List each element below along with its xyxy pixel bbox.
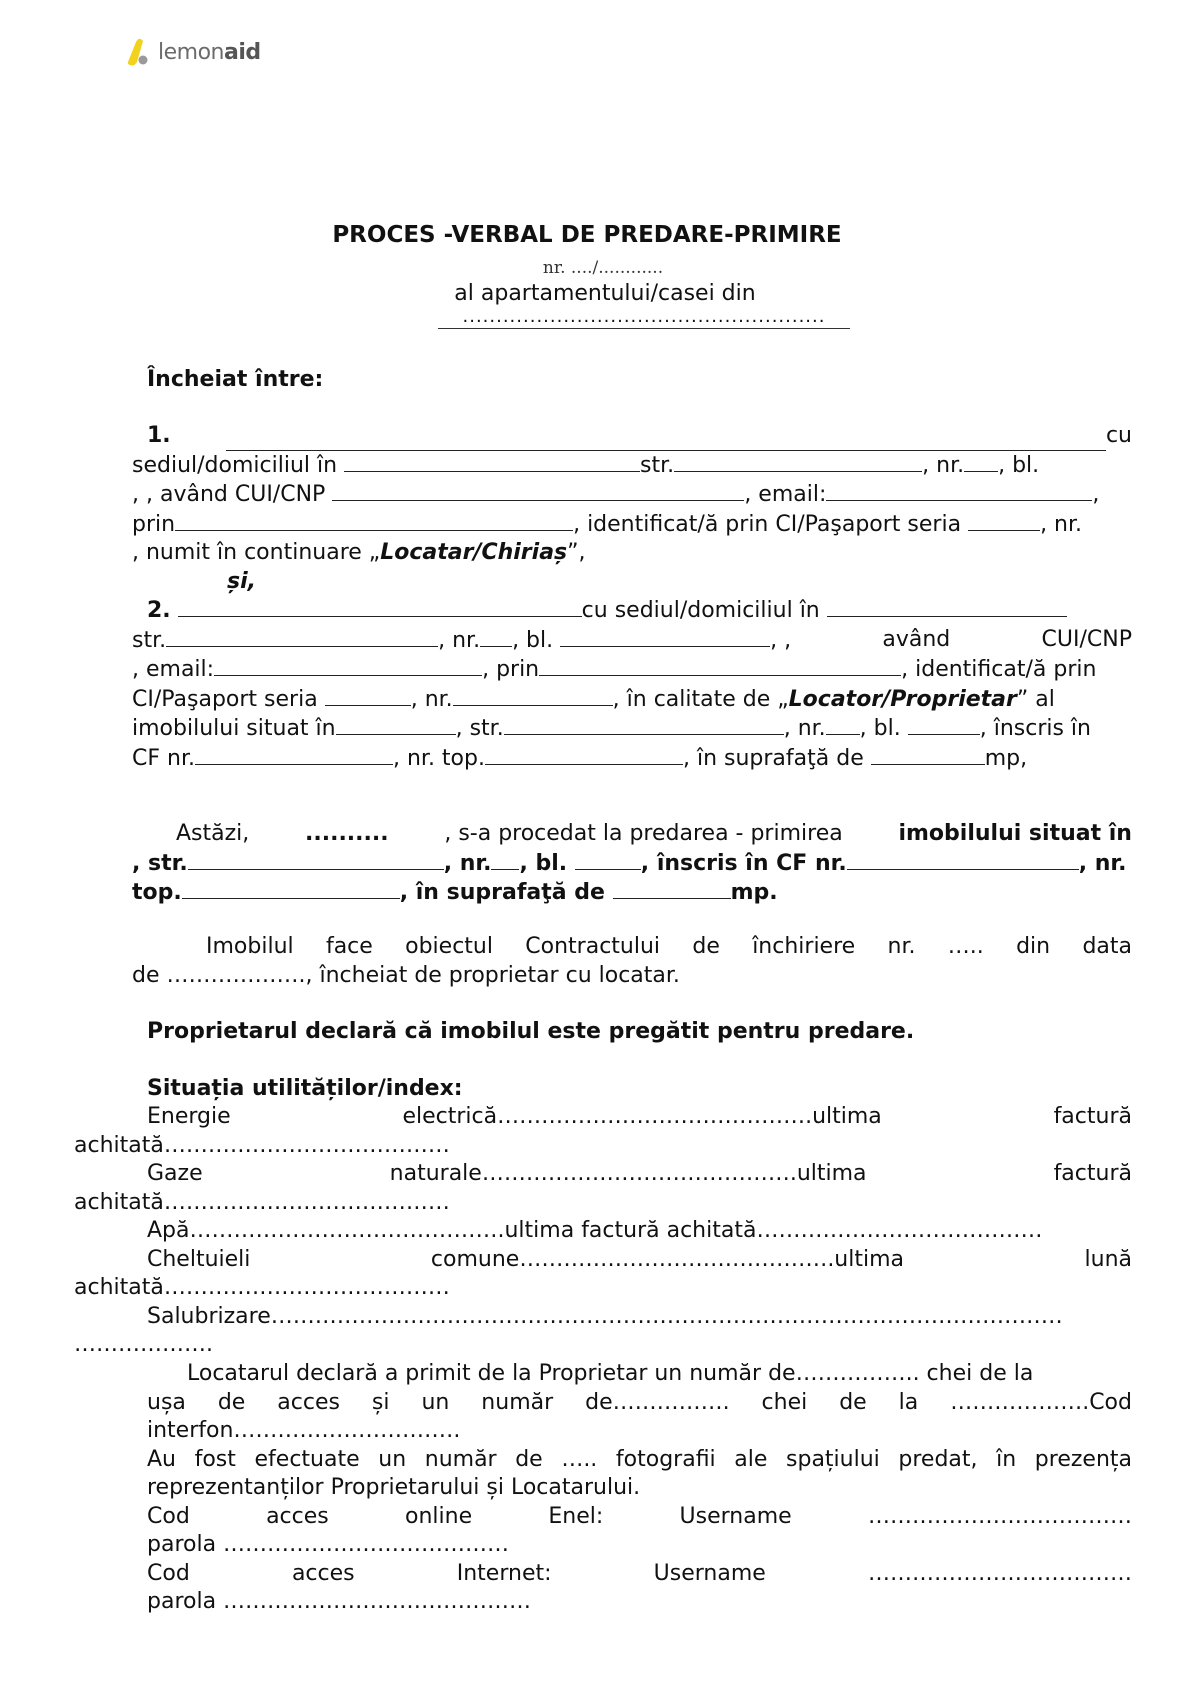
address-blank: ...................................................... (438, 306, 850, 329)
document-title: PROCES -VERBAL DE PREDARE-PRIMIRE (332, 222, 842, 248)
party-1-line-2: sediul/domiciliul în str. , nr. , bl. (132, 452, 1040, 478)
utility-gas: Gaze naturale…………………………………….ultima factură (147, 1161, 1132, 1186)
keys-access-section (147, 1360, 1132, 1617)
party-2-line-2: str. , nr. , bl. , , având CUI/CNP (132, 626, 1132, 653)
owner-declaration: Proprietarul declară că imobilul este pregătit pentru predare. (147, 1019, 915, 1044)
contract-reference-paragraph: Imobilul face obiectul Contractului de închiriere nr. ….. din data de ………………., încheiat de proprietar cu locatar. (132, 934, 1132, 988)
lemonaid-logo (122, 36, 261, 68)
internet-password-line: parola …………………………………… (147, 1589, 532, 1614)
utilities-heading: Situația utilităților/index: (147, 1076, 463, 1101)
document-subtitle: al apartamentului/casei din (454, 281, 756, 306)
utility-electricity: Energie electrică…………………………………….ultima factură (147, 1104, 1132, 1129)
keys-line-3: interfon…………………………. (147, 1418, 461, 1443)
enel-access-line: Cod acces online Enel: Username ……………………………… (147, 1503, 1132, 1529)
party-1-number: 1. (147, 423, 171, 448)
party-2-line-4: CI/Paşaport seria , nr. , în calitate de „Locator/Proprietar” al (132, 686, 1055, 712)
concluded-between-heading: Încheiat între: (147, 367, 324, 392)
utility-water: Apă…………………………………….ultima factură achitată………………………………… (147, 1218, 1043, 1243)
internet-access-line: Cod acces Internet: Username ……………………………… (147, 1560, 1132, 1586)
party-1-block (132, 422, 1132, 773)
lemon-logo-icon (122, 36, 156, 68)
photos-line-1: Au fost efectuate un număr de ….. fotografii ale spațiului predat, în prezența (147, 1446, 1132, 1472)
party-2-line-5: imobilului situat în , str. , nr. , bl. , înscris în (132, 716, 1091, 741)
party-2-line-1: 2. cu sediul/domiciliul în (132, 596, 1132, 626)
party-1-line-4: prin , identificat/ă prin CI/Paşaport seria , nr. (132, 511, 1083, 537)
party-1-cu: cu (1105, 423, 1132, 448)
document-number: nr. ..../............ (542, 258, 664, 278)
keys-line-1: Locatarul declară a primit de la Proprietar un număr de…………….. chei de la (187, 1361, 1034, 1386)
party-2-line-6: CF nr. , nr. top. , în suprafaţă de mp, (132, 745, 1028, 771)
keys-line-2: ușa de acces și un număr de……………. chei de la ……………….Cod (147, 1389, 1132, 1415)
utility-sanitation: Salubrizare……………………………………………………………………………………………… (147, 1303, 1063, 1329)
utility-common-expenses: Cheltuieli comune…………………………………….ultima lună (147, 1246, 1132, 1272)
and-conjunction: și, (227, 568, 256, 594)
party-1-line-3: , , având CUI/CNP , email: , (132, 482, 1100, 507)
party-2-line-3: , email: , prin , identificat/ă prin (132, 657, 1097, 682)
party-1-line-5: , numit în continuare „Locatar/Chiriaș”, (132, 540, 586, 565)
logo-wordmark: lemonaid (158, 39, 261, 65)
handover-paragraph: Astăzi, .......... , s-a procedat la predarea - primirea imobilului situat în , str. , nr. , bl. , înscris în CF nr. , nr. top. , în suprafaţă de mp. (132, 821, 1132, 905)
enel-password-line: parola ………………………………… (147, 1532, 510, 1557)
utilities-list: Energie electrică…………………………………….ultima factură achitată………………………………… Gaze naturale…………………………………….ultima factură achitată………………………………… Apă…………………………………….ultima factură achitată………………………………… Cheltuieli comune…………………………………….ultima lună achitată………………………………… Salubrizare……………………………………………………………………………………………… ………………. (74, 1104, 1132, 1357)
photos-line-2: reprezentanților Proprietarului și Locatarului. (147, 1475, 641, 1500)
